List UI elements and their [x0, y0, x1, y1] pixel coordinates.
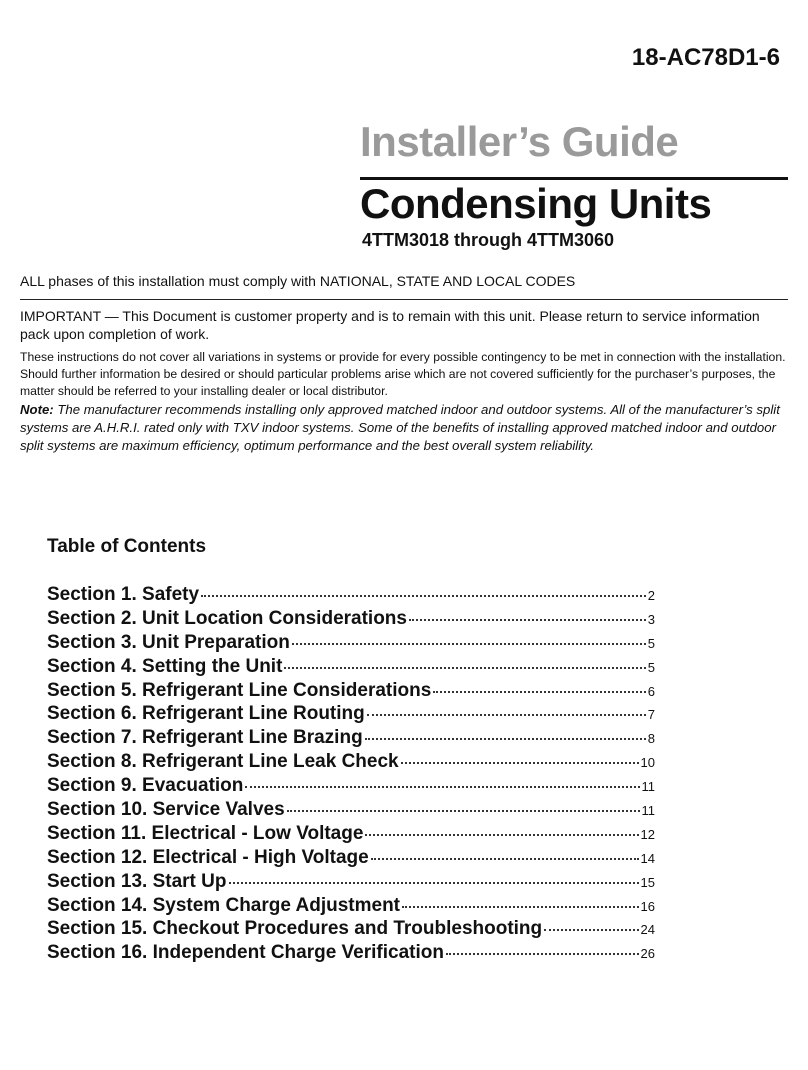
toc-item-label: Section 10. Service Valves [47, 799, 285, 821]
toc-item-low-voltage[interactable] [47, 823, 655, 847]
toc-item-page: 10 [640, 755, 655, 771]
toc-item-checkout-troubleshooting[interactable] [47, 918, 655, 942]
toc-item-start-up[interactable] [47, 871, 655, 895]
toc-leader [409, 619, 646, 621]
toc-item-page: 7 [647, 707, 655, 723]
toc-item-evacuation[interactable] [47, 775, 655, 799]
toc-item-page: 8 [647, 731, 655, 747]
toc-leader [367, 714, 646, 716]
toc-item-label: Section 8. Refrigerant Line Leak Check [47, 751, 399, 773]
toc-item-setting-unit[interactable] [47, 656, 655, 680]
table-of-contents [47, 584, 655, 966]
toc-item-page: 12 [640, 826, 655, 842]
toc-item-label: Section 16. Independent Charge Verification [47, 942, 444, 964]
toc-item-service-valves[interactable] [47, 799, 655, 823]
codes-notice: ALL phases of this installation must comply with NATIONAL, STATE AND LOCAL CODES [20, 273, 576, 289]
toc-item-line-considerations[interactable] [47, 680, 655, 704]
toc-item-label: Section 11. Electrical - Low Voltage [47, 822, 364, 844]
toc-item-label: Section 6. Refrigerant Line Routing [47, 703, 365, 725]
toc-leader [201, 595, 646, 597]
important-notice: IMPORTANT — This Document is customer property and is to remain with this unit. Please return to service information pack upon completion of work. [20, 308, 760, 342]
toc-leader [287, 810, 640, 812]
toc-leader [292, 643, 646, 645]
toc-title: Table of Contents [47, 536, 207, 557]
toc-leader [365, 738, 646, 740]
toc-leader [433, 691, 645, 693]
toc-item-label: Section 5. Refrigerant Line Considerations [47, 679, 432, 701]
toc-leader [402, 906, 639, 908]
toc-item-charge-verification[interactable] [47, 942, 655, 966]
instructions-text: These instructions do not cover all variations in systems or provide for every possible contingency to be met in connection with the installation. Should further information be desired or should particular problems arise which are not covered sufficiently for the purchaser’s purposes, the matter should be referred to your installing dealer or local distributor. [20, 350, 786, 398]
note-text: The manufacturer recommends installing only approved matched indoor and outdoor systems. All of the manufacturer’s split systems are A.H.R.I. rated only with TXV indoor systems. Some of the benefits of installing approved matched indoor and outdoor split systems are maximum efficiency, optimum performance and the best overall system reliability. [20, 402, 780, 453]
toc-item-page: 6 [647, 683, 655, 699]
toc-item-page: 14 [640, 850, 655, 866]
document-id: 18-AC78D1-6 [631, 44, 780, 71]
toc-leader [284, 667, 645, 669]
note-paragraph [20, 401, 788, 455]
toc-item-page: 15 [640, 874, 655, 890]
toc-item-high-voltage[interactable] [47, 847, 655, 871]
toc-item-label: Section 1. Safety [47, 584, 200, 605]
toc-leader [446, 953, 639, 955]
toc-leader [544, 929, 638, 931]
toc-item-page: 11 [641, 803, 655, 819]
toc-item-unit-location[interactable] [47, 608, 655, 632]
guide-title: Installer’s Guide [360, 118, 679, 165]
toc-item-page: 2 [647, 588, 655, 603]
toc-item-page: 5 [647, 635, 655, 651]
toc-leader [401, 762, 639, 764]
toc-item-label: Section 7. Refrigerant Line Brazing [47, 727, 363, 749]
toc-item-label: Section 15. Checkout Procedures and Troubleshooting [47, 918, 543, 940]
product-title: Condensing Units [360, 180, 712, 227]
model-range: 4TTM3018 through 4TTM3060 [362, 230, 615, 250]
toc-item-label: Section 14. System Charge Adjustment [47, 894, 401, 916]
toc-leader [371, 858, 639, 860]
toc-item-charge-adjustment[interactable] [47, 895, 655, 919]
toc-item-page: 24 [640, 922, 655, 938]
toc-item-line-brazing[interactable] [47, 727, 655, 751]
toc-item-page: 11 [641, 779, 655, 795]
toc-item-page: 3 [647, 611, 655, 627]
toc-item-label: Section 9. Evacuation [47, 775, 244, 797]
toc-leader [229, 882, 639, 884]
toc-leader [365, 834, 638, 836]
toc-item-line-routing[interactable] [47, 703, 655, 727]
note-label: Note: [20, 402, 54, 417]
toc-item-label: Section 12. Electrical - High Voltage [47, 846, 369, 868]
toc-item-label: Section 2. Unit Location Considerations [47, 607, 407, 629]
toc-item-label: Section 4. Setting the Unit [47, 655, 283, 677]
toc-item-page: 5 [647, 659, 655, 675]
toc-item-page: 26 [640, 946, 655, 962]
toc-item-safety[interactable] [47, 584, 655, 608]
section-divider [20, 299, 788, 300]
toc-item-label: Section 3. Unit Preparation [47, 631, 290, 653]
toc-item-page: 16 [640, 898, 655, 914]
toc-item-label: Section 13. Start Up [47, 870, 227, 892]
toc-item-unit-preparation[interactable] [47, 632, 655, 656]
toc-item-leak-check[interactable] [47, 751, 655, 775]
toc-leader [245, 786, 639, 788]
